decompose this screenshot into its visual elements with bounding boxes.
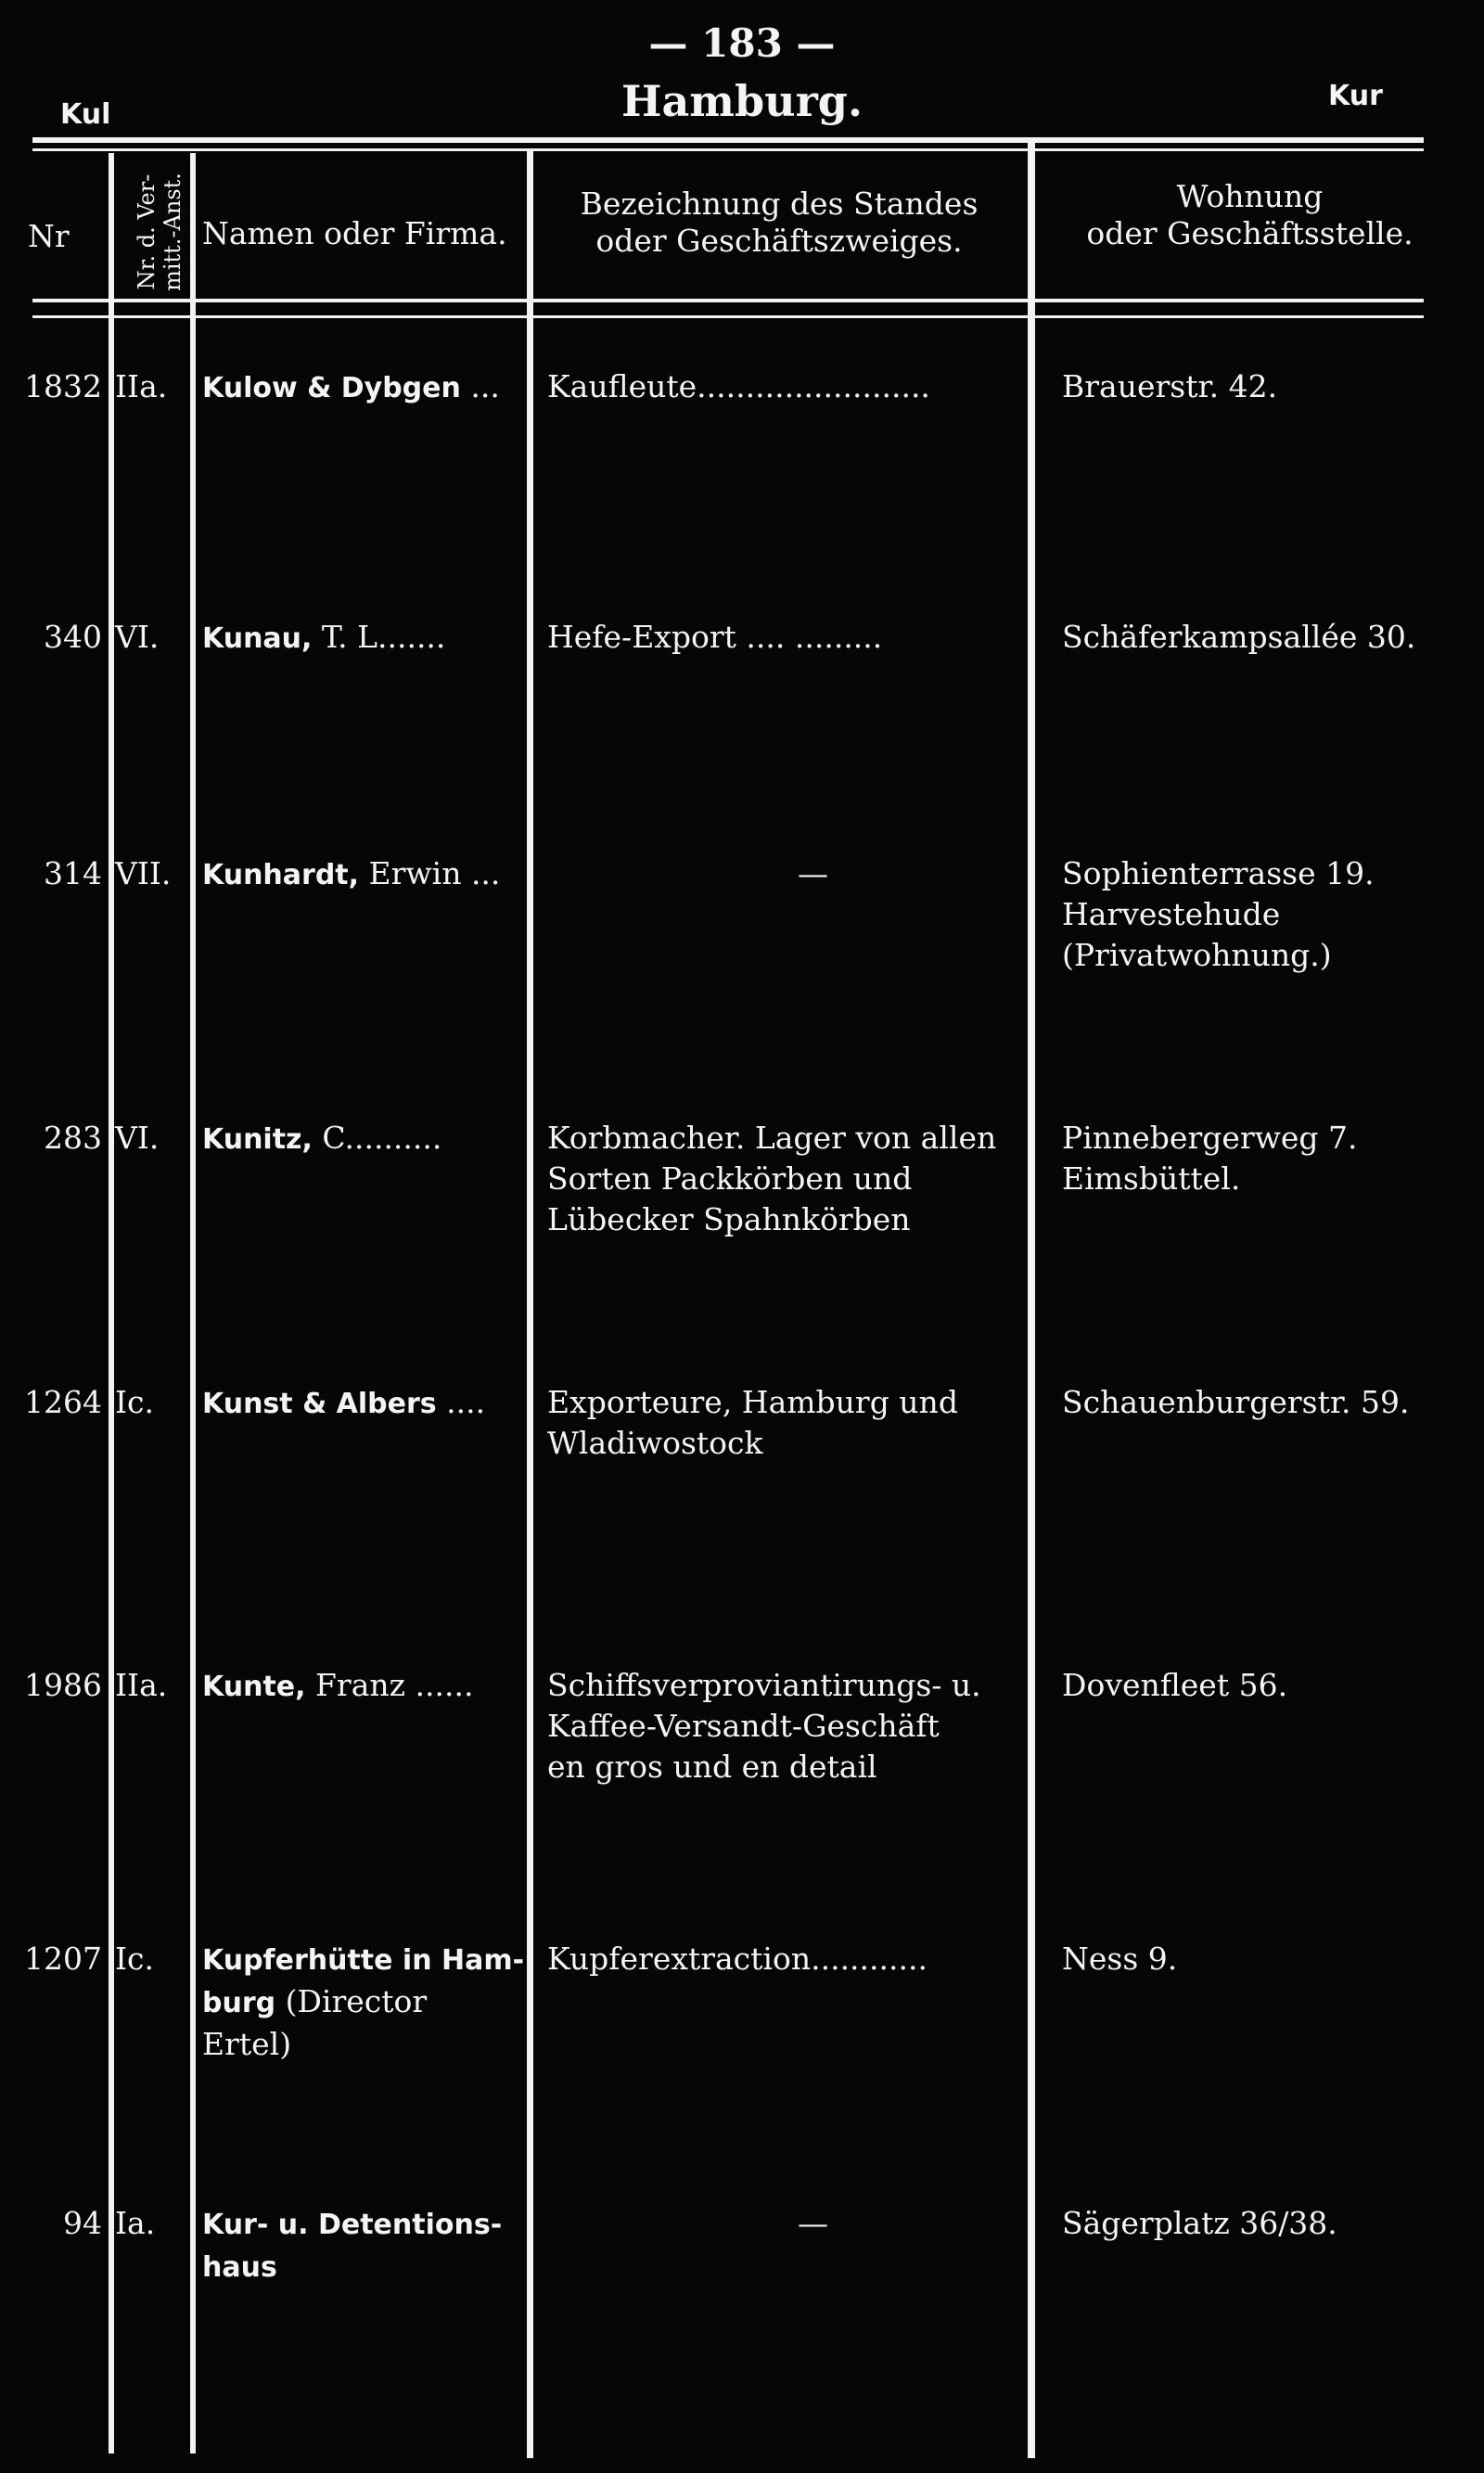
entry-name xyxy=(202,1665,536,1708)
entry-stand: — xyxy=(798,855,828,891)
guide-word-right: Kur xyxy=(1328,80,1383,112)
entry-name xyxy=(202,617,536,660)
column-header-wohnung xyxy=(1034,178,1465,252)
header-rule-thin xyxy=(32,315,1424,318)
entry-vermittlung: VI. xyxy=(115,1120,160,1156)
entry-vermittlung: VI. xyxy=(115,619,160,655)
entry-number: 340 xyxy=(44,619,102,655)
column-rule-4 xyxy=(1028,139,1035,2458)
entry-name-bold: Kunhardt, xyxy=(202,859,360,891)
entry-name xyxy=(202,853,536,896)
entry-number: 1986 xyxy=(24,1667,102,1703)
entry-number: 283 xyxy=(44,1120,102,1156)
entry-vermittlung: Ic. xyxy=(115,1384,155,1420)
column-header-wohnung-line2: oder Geschäftsstelle. xyxy=(1086,215,1414,251)
entry-vermittlung: Ic. xyxy=(115,1941,155,1977)
column-header-stand-line1: Bezeichnung des Standes xyxy=(580,186,979,222)
entry-name-bold: Kunitz, xyxy=(202,1123,313,1156)
entry-name-rest: ... xyxy=(460,368,500,404)
entry-stand: Korbmacher. Lager von allen Sorten Packkörben und Lübecker Spahnkörben xyxy=(547,1120,997,1237)
entry-name-bold: Kupferhütte in Ham- burg xyxy=(202,1944,525,2019)
entry-stand: Kupferextraction............ xyxy=(547,1941,928,1977)
column-header-stand xyxy=(533,186,1025,260)
entry-address: Ness 9. xyxy=(1062,1941,1178,1977)
entry-address: Sophienterrasse 19. Harvestehude (Privatwohnung.) xyxy=(1062,855,1375,973)
entry-name-bold: Kur- u. Detentions- haus xyxy=(202,2209,503,2284)
entry-name-rest: C.......... xyxy=(312,1120,442,1156)
entry-name xyxy=(202,1939,536,2065)
column-header-name: Namen oder Firma. xyxy=(202,215,507,251)
entry-name-bold: Kunte, xyxy=(202,1671,306,1703)
column-header-nr: Nr xyxy=(28,218,70,254)
entry-number: 1832 xyxy=(24,368,102,404)
entry-number: 1207 xyxy=(24,1941,102,1977)
top-rule xyxy=(32,137,1424,143)
entry-name-rest: .... xyxy=(436,1384,486,1420)
entry-stand: Schiffsverproviantirungs- u. Kaffee-Versandt-Geschäft en gros und en detail xyxy=(547,1667,981,1785)
entry-stand: — xyxy=(798,2205,828,2241)
entry-number: 1264 xyxy=(24,1384,102,1420)
guide-word-left: Kul xyxy=(60,98,111,131)
entry-name-rest: Franz ...... xyxy=(305,1667,474,1703)
city-title: Hamburg. xyxy=(621,76,863,126)
column-rule-2 xyxy=(190,153,196,2454)
entry-address: Schauenburgerstr. 59. xyxy=(1062,1384,1410,1420)
entry-name-bold: Kunst & Albers xyxy=(202,1388,437,1420)
header-rule xyxy=(32,299,1424,302)
entry-vermittlung: VII. xyxy=(115,855,172,891)
entry-address: Dovenfleet 56. xyxy=(1062,1667,1288,1703)
top-rule-thin xyxy=(32,148,1424,151)
entry-stand: Kaufleute........................ xyxy=(547,368,930,404)
column-header-vermittlung-text: Nr. d. Ver- mitt.-Anst. xyxy=(134,173,186,291)
entry-address: Brauerstr. 42. xyxy=(1062,368,1278,404)
entry-address: Schäferkampsallée 30. xyxy=(1062,619,1416,655)
entry-number: 314 xyxy=(44,855,102,891)
page-number: — 183 — xyxy=(648,20,836,66)
column-header-vermittlung xyxy=(113,158,206,306)
entry-vermittlung: IIa. xyxy=(115,1667,168,1703)
entry-address: Sägerplatz 36/38. xyxy=(1062,2205,1337,2241)
column-rule-1 xyxy=(109,153,114,2454)
entry-vermittlung: IIa. xyxy=(115,368,168,404)
entry-name xyxy=(202,1382,536,1425)
entry-name-rest: T. L....... xyxy=(312,619,446,655)
entry-name-bold: Kunau, xyxy=(202,622,313,655)
entry-stand: Exporteure, Hamburg und Wladiwostock xyxy=(547,1384,958,1461)
entry-vermittlung: Ia. xyxy=(115,2205,156,2241)
column-header-wohnung-line1: Wohnung xyxy=(1176,178,1324,214)
entry-name xyxy=(202,366,536,409)
entry-address: Pinnebergerweg 7. Eimsbüttel. xyxy=(1062,1120,1358,1197)
entry-number: 94 xyxy=(63,2205,102,2241)
entry-name-rest: (Director Ertel) xyxy=(202,1983,428,2062)
entry-name xyxy=(202,2203,536,2288)
column-rule-3 xyxy=(527,148,533,2458)
entry-name-bold: Kulow & Dybgen xyxy=(202,372,461,404)
entry-stand: Hefe-Export .... ......... xyxy=(547,619,883,655)
column-header-stand-line2: oder Geschäftszweiges. xyxy=(595,223,963,259)
entry-name xyxy=(202,1118,536,1160)
entry-name-rest: Erwin ... xyxy=(359,855,501,891)
